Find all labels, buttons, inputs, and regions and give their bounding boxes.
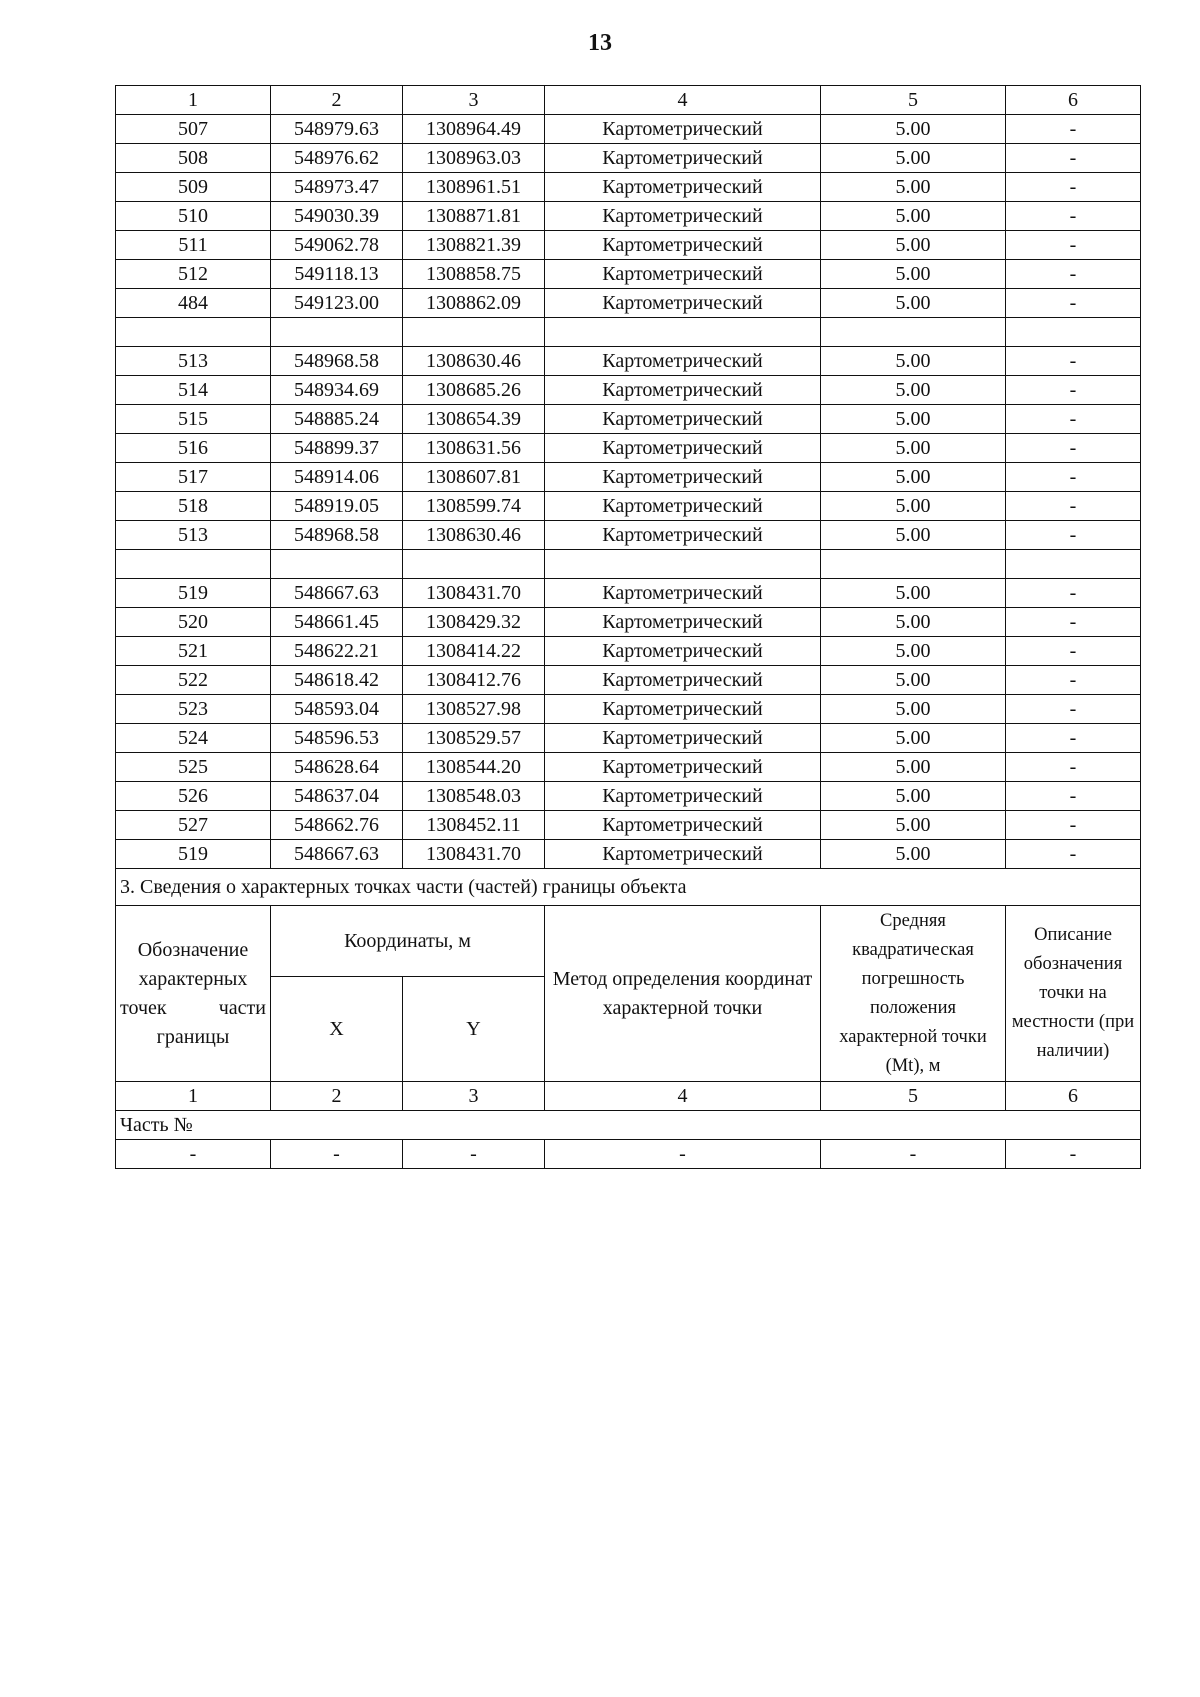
coord-x-cell: 548637.04 bbox=[271, 782, 403, 811]
table-row bbox=[116, 782, 1141, 811]
empty-cell bbox=[821, 318, 1006, 347]
mt-value-cell: 5.00 bbox=[821, 347, 1006, 376]
description-cell: - bbox=[1006, 405, 1141, 434]
method-cell: Картометрический bbox=[545, 753, 821, 782]
coord-x-cell: 548662.76 bbox=[271, 811, 403, 840]
part-value-3: - bbox=[403, 1140, 545, 1169]
part-values-row bbox=[116, 1140, 1141, 1169]
coord-x-cell: 548973.47 bbox=[271, 173, 403, 202]
method-cell: Картометрический bbox=[545, 434, 821, 463]
description-cell: - bbox=[1006, 144, 1141, 173]
mt-value-cell: 5.00 bbox=[821, 608, 1006, 637]
method-cell: Картометрический bbox=[545, 521, 821, 550]
col-number-5: 5 bbox=[821, 86, 1006, 115]
table-row bbox=[116, 347, 1141, 376]
table-row bbox=[116, 260, 1141, 289]
point-number-cell: 510 bbox=[116, 202, 271, 231]
mt-value-cell: 5.00 bbox=[821, 289, 1006, 318]
group-separator-row bbox=[116, 318, 1141, 347]
part-label-row bbox=[116, 1111, 1141, 1140]
mt-value-cell: 5.00 bbox=[821, 405, 1006, 434]
description-cell: - bbox=[1006, 521, 1141, 550]
coord-y-cell: 1308544.20 bbox=[403, 753, 545, 782]
empty-cell bbox=[116, 550, 271, 579]
description-cell: - bbox=[1006, 289, 1141, 318]
coord-y-cell: 1308607.81 bbox=[403, 463, 545, 492]
mt-value-cell: 5.00 bbox=[821, 840, 1006, 869]
coordinates-table-body bbox=[116, 86, 1141, 869]
method-cell: Картометрический bbox=[545, 376, 821, 405]
empty-cell bbox=[1006, 318, 1141, 347]
coord-y-cell: 1308862.09 bbox=[403, 289, 545, 318]
group-separator-row bbox=[116, 550, 1141, 579]
coord-x-cell: 548914.06 bbox=[271, 463, 403, 492]
header-designation-line-3 bbox=[120, 994, 266, 1023]
method-cell: Картометрический bbox=[545, 231, 821, 260]
s3-col-number-2: 2 bbox=[271, 1082, 403, 1111]
coord-y-cell: 1308821.39 bbox=[403, 231, 545, 260]
mt-value-cell: 5.00 bbox=[821, 492, 1006, 521]
description-cell: - bbox=[1006, 115, 1141, 144]
coord-x-cell: 548667.63 bbox=[271, 840, 403, 869]
method-cell: Картометрический bbox=[545, 782, 821, 811]
method-cell: Картометрический bbox=[545, 463, 821, 492]
part-value-5: - bbox=[821, 1140, 1006, 1169]
method-cell: Картометрический bbox=[545, 289, 821, 318]
table-row bbox=[116, 637, 1141, 666]
section-3-body bbox=[116, 869, 1141, 1169]
description-cell: - bbox=[1006, 608, 1141, 637]
table-row bbox=[116, 173, 1141, 202]
section-3-title-row bbox=[116, 869, 1141, 906]
point-number-cell: 508 bbox=[116, 144, 271, 173]
description-cell: - bbox=[1006, 637, 1141, 666]
method-cell: Картометрический bbox=[545, 144, 821, 173]
mt-value-cell: 5.00 bbox=[821, 724, 1006, 753]
table-row bbox=[116, 840, 1141, 869]
coord-y-cell: 1308412.76 bbox=[403, 666, 545, 695]
coord-x-cell: 548899.37 bbox=[271, 434, 403, 463]
coord-x-cell: 548968.58 bbox=[271, 347, 403, 376]
method-cell: Картометрический bbox=[545, 202, 821, 231]
coord-x-cell: 549062.78 bbox=[271, 231, 403, 260]
mt-value-cell: 5.00 bbox=[821, 202, 1006, 231]
table-row bbox=[116, 376, 1141, 405]
col-number-4: 4 bbox=[545, 86, 821, 115]
coord-x-cell: 548934.69 bbox=[271, 376, 403, 405]
description-cell: - bbox=[1006, 347, 1141, 376]
table-row bbox=[116, 434, 1141, 463]
part-value-2: - bbox=[271, 1140, 403, 1169]
part-value-6: - bbox=[1006, 1140, 1141, 1169]
s3-col-number-4: 4 bbox=[545, 1082, 821, 1111]
coord-x-cell: 549118.13 bbox=[271, 260, 403, 289]
mt-value-cell: 5.00 bbox=[821, 811, 1006, 840]
point-number-cell: 513 bbox=[116, 347, 271, 376]
header-description: Описание обозначения точки на местности (при наличии) bbox=[1006, 906, 1141, 1082]
description-cell: - bbox=[1006, 173, 1141, 202]
coord-x-cell: 548628.64 bbox=[271, 753, 403, 782]
table-row bbox=[116, 144, 1141, 173]
s3-col-number-6: 6 bbox=[1006, 1082, 1141, 1111]
coord-y-cell: 1308431.70 bbox=[403, 840, 545, 869]
coord-x-cell: 548622.21 bbox=[271, 637, 403, 666]
method-cell: Картометрический bbox=[545, 260, 821, 289]
table-row bbox=[116, 289, 1141, 318]
method-cell: Картометрический bbox=[545, 115, 821, 144]
method-cell: Картометрический bbox=[545, 492, 821, 521]
method-cell: Картометрический bbox=[545, 347, 821, 376]
table-row bbox=[116, 115, 1141, 144]
empty-cell bbox=[271, 318, 403, 347]
table-row bbox=[116, 521, 1141, 550]
table-row bbox=[116, 492, 1141, 521]
mt-value-cell: 5.00 bbox=[821, 637, 1006, 666]
coord-x-cell: 548968.58 bbox=[271, 521, 403, 550]
mt-value-cell: 5.00 bbox=[821, 376, 1006, 405]
method-cell: Картометрический bbox=[545, 840, 821, 869]
table-row bbox=[116, 231, 1141, 260]
table-row bbox=[116, 405, 1141, 434]
empty-cell bbox=[1006, 550, 1141, 579]
coord-x-cell: 548976.62 bbox=[271, 144, 403, 173]
coord-y-cell: 1308527.98 bbox=[403, 695, 545, 724]
header-y: Y bbox=[403, 977, 545, 1082]
coord-x-cell: 549030.39 bbox=[271, 202, 403, 231]
description-cell: - bbox=[1006, 463, 1141, 492]
mt-value-cell: 5.00 bbox=[821, 521, 1006, 550]
coord-x-cell: 549123.00 bbox=[271, 289, 403, 318]
mt-value-cell: 5.00 bbox=[821, 115, 1006, 144]
coord-x-cell: 548618.42 bbox=[271, 666, 403, 695]
empty-cell bbox=[821, 550, 1006, 579]
description-cell: - bbox=[1006, 260, 1141, 289]
mt-value-cell: 5.00 bbox=[821, 231, 1006, 260]
table-row bbox=[116, 724, 1141, 753]
coord-y-cell: 1308431.70 bbox=[403, 579, 545, 608]
description-cell: - bbox=[1006, 376, 1141, 405]
col-number-2: 2 bbox=[271, 86, 403, 115]
description-cell: - bbox=[1006, 434, 1141, 463]
header-designation-line-4: границы bbox=[156, 1025, 230, 1048]
description-cell: - bbox=[1006, 753, 1141, 782]
coord-y-cell: 1308654.39 bbox=[403, 405, 545, 434]
description-cell: - bbox=[1006, 840, 1141, 869]
section-3-title: 3. Сведения о характерных точках части (частей) границы объекта bbox=[116, 869, 1141, 906]
coord-y-cell: 1308961.51 bbox=[403, 173, 545, 202]
s3-col-number-1: 1 bbox=[116, 1082, 271, 1111]
empty-cell bbox=[403, 318, 545, 347]
coord-x-cell: 548593.04 bbox=[271, 695, 403, 724]
point-number-cell: 515 bbox=[116, 405, 271, 434]
coord-y-cell: 1308858.75 bbox=[403, 260, 545, 289]
point-number-cell: 516 bbox=[116, 434, 271, 463]
description-cell: - bbox=[1006, 666, 1141, 695]
table-row bbox=[116, 753, 1141, 782]
table-row bbox=[116, 811, 1141, 840]
coord-y-cell: 1308685.26 bbox=[403, 376, 545, 405]
mt-value-cell: 5.00 bbox=[821, 579, 1006, 608]
method-cell: Картометрический bbox=[545, 405, 821, 434]
point-number-cell: 525 bbox=[116, 753, 271, 782]
s3-col-number-5: 5 bbox=[821, 1082, 1006, 1111]
mt-value-cell: 5.00 bbox=[821, 463, 1006, 492]
coord-x-cell: 548661.45 bbox=[271, 608, 403, 637]
point-number-cell: 511 bbox=[116, 231, 271, 260]
method-cell: Картометрический bbox=[545, 695, 821, 724]
table-row bbox=[116, 695, 1141, 724]
description-cell: - bbox=[1006, 811, 1141, 840]
coord-x-cell: 548885.24 bbox=[271, 405, 403, 434]
coord-y-cell: 1308964.49 bbox=[403, 115, 545, 144]
method-cell: Картометрический bbox=[545, 637, 821, 666]
coord-x-cell: 548667.63 bbox=[271, 579, 403, 608]
mt-value-cell: 5.00 bbox=[821, 173, 1006, 202]
description-cell: - bbox=[1006, 492, 1141, 521]
table-row bbox=[116, 666, 1141, 695]
col-number-6: 6 bbox=[1006, 86, 1141, 115]
header-designation-word-1: точек bbox=[120, 996, 167, 1019]
coord-x-cell: 548919.05 bbox=[271, 492, 403, 521]
coord-y-cell: 1308631.56 bbox=[403, 434, 545, 463]
table-row bbox=[116, 202, 1141, 231]
part-label: Часть № bbox=[116, 1111, 1141, 1140]
mt-value-cell: 5.00 bbox=[821, 753, 1006, 782]
point-number-cell: 519 bbox=[116, 579, 271, 608]
col-number-3: 3 bbox=[403, 86, 545, 115]
header-designation bbox=[116, 906, 271, 1082]
coord-y-cell: 1308452.11 bbox=[403, 811, 545, 840]
description-cell: - bbox=[1006, 579, 1141, 608]
method-cell: Картометрический bbox=[545, 811, 821, 840]
coord-y-cell: 1308630.46 bbox=[403, 521, 545, 550]
part-value-1: - bbox=[116, 1140, 271, 1169]
point-number-cell: 522 bbox=[116, 666, 271, 695]
description-cell: - bbox=[1006, 695, 1141, 724]
point-number-cell: 484 bbox=[116, 289, 271, 318]
col-number-1: 1 bbox=[116, 86, 271, 115]
header-coordinates: Координаты, м bbox=[271, 906, 545, 977]
description-cell: - bbox=[1006, 782, 1141, 811]
method-cell: Картометрический bbox=[545, 173, 821, 202]
point-number-cell: 513 bbox=[116, 521, 271, 550]
point-number-cell: 527 bbox=[116, 811, 271, 840]
coord-x-cell: 548596.53 bbox=[271, 724, 403, 753]
mt-value-cell: 5.00 bbox=[821, 666, 1006, 695]
coord-y-cell: 1308871.81 bbox=[403, 202, 545, 231]
point-number-cell: 514 bbox=[116, 376, 271, 405]
point-number-cell: 520 bbox=[116, 608, 271, 637]
coord-y-cell: 1308548.03 bbox=[403, 782, 545, 811]
method-cell: Картометрический bbox=[545, 579, 821, 608]
coord-y-cell: 1308599.74 bbox=[403, 492, 545, 521]
coord-y-cell: 1308414.22 bbox=[403, 637, 545, 666]
coordinates-table bbox=[115, 85, 1141, 1169]
part-value-4: - bbox=[545, 1140, 821, 1169]
point-number-cell: 517 bbox=[116, 463, 271, 492]
mt-value-cell: 5.00 bbox=[821, 260, 1006, 289]
header-designation-word-2: части bbox=[218, 996, 266, 1019]
description-cell: - bbox=[1006, 231, 1141, 260]
method-cell: Картометрический bbox=[545, 608, 821, 637]
point-number-cell: 521 bbox=[116, 637, 271, 666]
header-mt: Средняя квадратическая погрешность положения характерной точки (Mt), м bbox=[821, 906, 1006, 1082]
point-number-cell: 523 bbox=[116, 695, 271, 724]
coord-y-cell: 1308630.46 bbox=[403, 347, 545, 376]
point-number-cell: 526 bbox=[116, 782, 271, 811]
point-number-cell: 524 bbox=[116, 724, 271, 753]
header-method: Метод определения координат характерной точки bbox=[545, 906, 821, 1082]
section-3-header-row-1 bbox=[116, 906, 1141, 977]
coord-x-cell: 548979.63 bbox=[271, 115, 403, 144]
coord-y-cell: 1308429.32 bbox=[403, 608, 545, 637]
method-cell: Картометрический bbox=[545, 666, 821, 695]
point-number-cell: 512 bbox=[116, 260, 271, 289]
point-number-cell: 518 bbox=[116, 492, 271, 521]
s3-col-number-3: 3 bbox=[403, 1082, 545, 1111]
empty-cell bbox=[403, 550, 545, 579]
empty-cell bbox=[545, 318, 821, 347]
header-designation-line-2: характерных bbox=[138, 967, 248, 990]
empty-cell bbox=[116, 318, 271, 347]
mt-value-cell: 5.00 bbox=[821, 782, 1006, 811]
header-designation-line-1: Обозначение bbox=[137, 938, 249, 961]
description-cell: - bbox=[1006, 724, 1141, 753]
table-row bbox=[116, 579, 1141, 608]
header-x: X bbox=[271, 977, 403, 1082]
description-cell: - bbox=[1006, 202, 1141, 231]
point-number-cell: 519 bbox=[116, 840, 271, 869]
method-cell: Картометрический bbox=[545, 724, 821, 753]
mt-value-cell: 5.00 bbox=[821, 434, 1006, 463]
mt-value-cell: 5.00 bbox=[821, 144, 1006, 173]
point-number-cell: 509 bbox=[116, 173, 271, 202]
empty-cell bbox=[271, 550, 403, 579]
section-3-column-number-row bbox=[116, 1082, 1141, 1111]
coord-y-cell: 1308963.03 bbox=[403, 144, 545, 173]
coord-y-cell: 1308529.57 bbox=[403, 724, 545, 753]
page-number: 13 bbox=[588, 30, 612, 56]
table-row bbox=[116, 463, 1141, 492]
empty-cell bbox=[545, 550, 821, 579]
point-number-cell: 507 bbox=[116, 115, 271, 144]
mt-value-cell: 5.00 bbox=[821, 695, 1006, 724]
table-row bbox=[116, 608, 1141, 637]
column-number-row bbox=[116, 86, 1141, 115]
